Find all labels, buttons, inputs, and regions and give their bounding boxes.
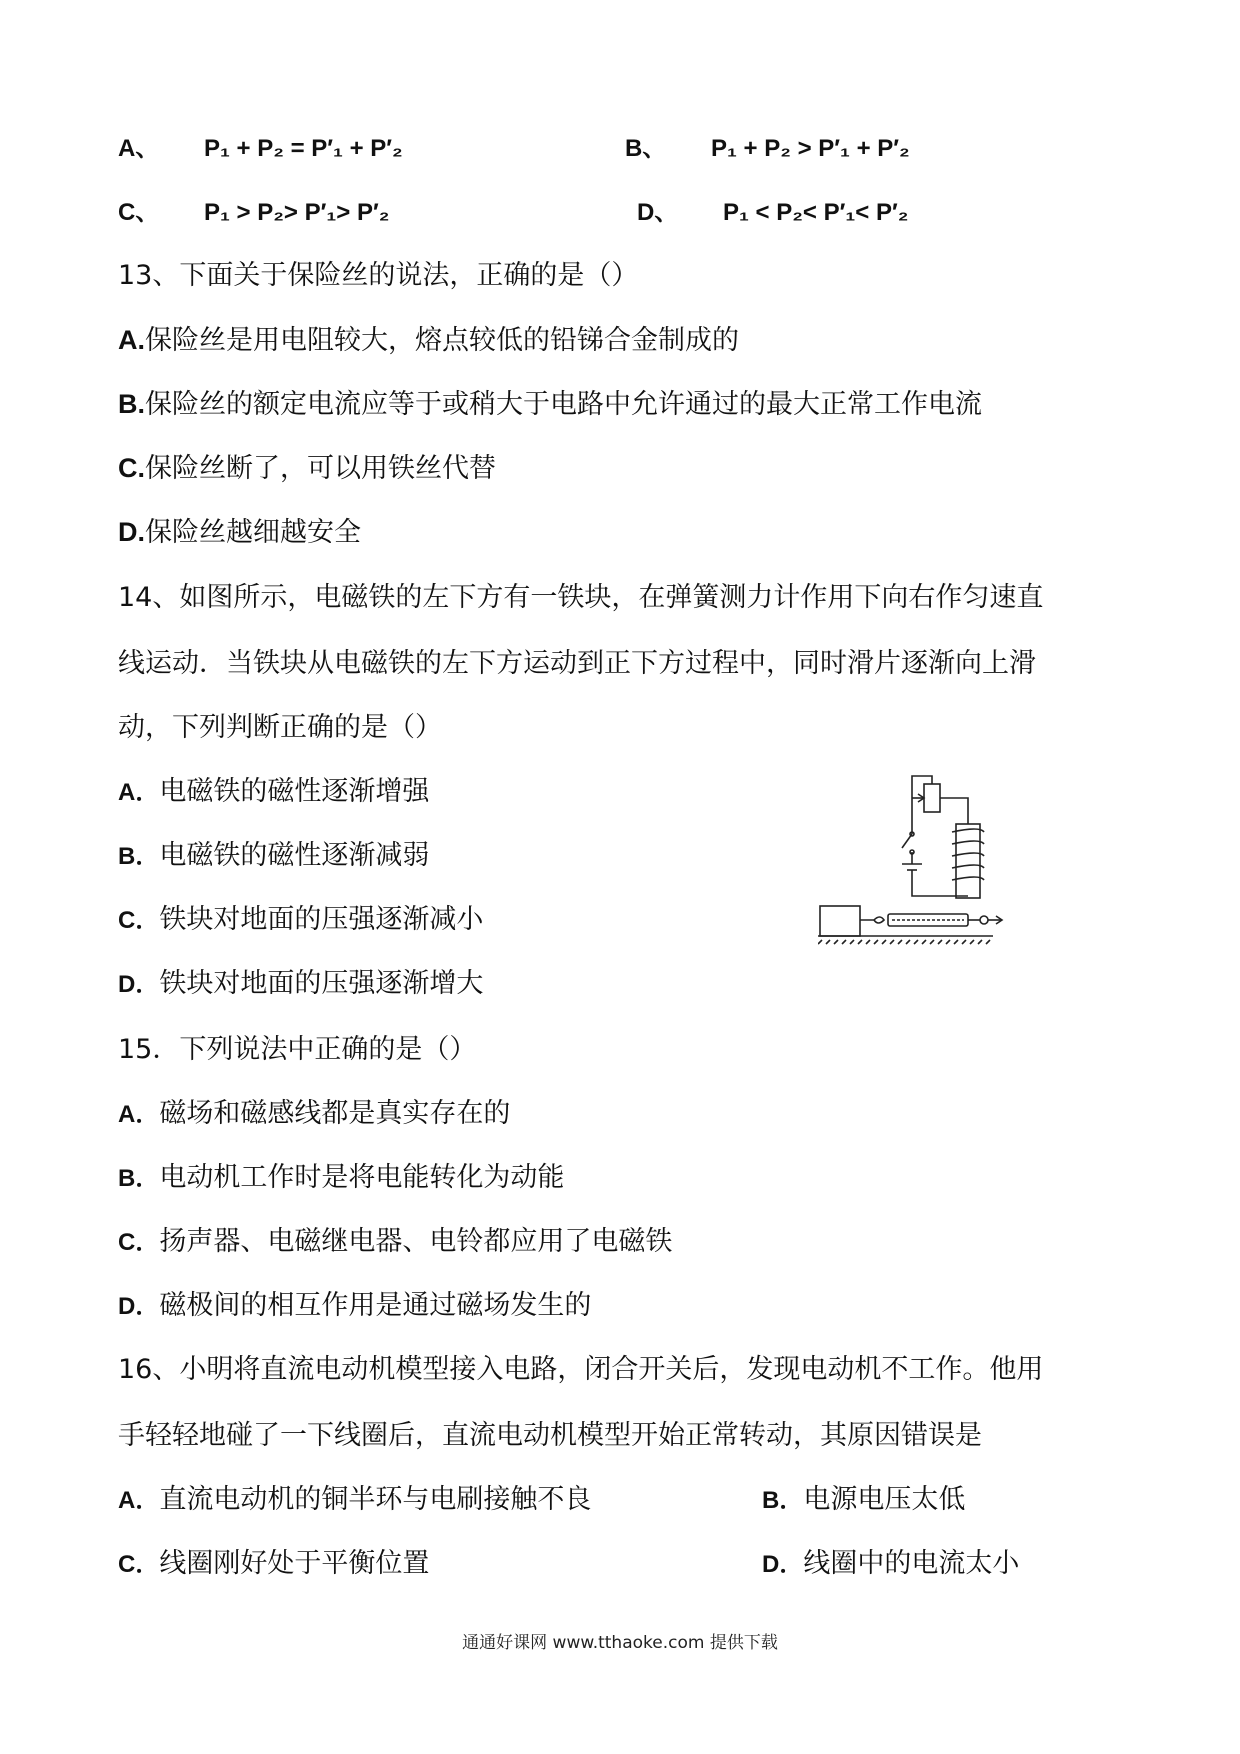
option-text: 保险丝断了，可以用铁丝代替 bbox=[145, 453, 496, 484]
q16-option-c bbox=[118, 1546, 429, 1583]
hook bbox=[860, 917, 884, 923]
q12-option-a bbox=[118, 130, 403, 167]
q13-stem: 13、下面关于保险丝的说法，正确的是（） bbox=[118, 260, 639, 291]
option-label: B． bbox=[118, 1165, 160, 1192]
formula-text: P₁ + P₂ = P′₁ + P′₂ bbox=[203, 135, 403, 162]
option-text: 铁块对地面的压强逐渐增大 bbox=[159, 968, 484, 999]
electromagnet-diagram bbox=[818, 768, 1048, 968]
option-label: C、 bbox=[118, 199, 160, 226]
q15-option-c bbox=[118, 1224, 672, 1261]
option-label: B. bbox=[118, 389, 145, 419]
option-label: D. bbox=[118, 517, 145, 547]
option-label: A、 bbox=[118, 135, 160, 162]
option-text: 线圈中的电流太小 bbox=[803, 1548, 1020, 1579]
rheostat bbox=[924, 784, 940, 812]
option-text: 线圈刚好处于平衡位置 bbox=[159, 1548, 430, 1579]
electromagnet-core bbox=[956, 824, 980, 898]
option-text: 电动机工作时是将电能转化为动能 bbox=[159, 1162, 565, 1193]
option-text: 磁场和磁感线都是真实存在的 bbox=[159, 1098, 511, 1129]
q13-option-b bbox=[118, 386, 982, 423]
q14-option-b bbox=[118, 838, 429, 875]
option-label: A． bbox=[118, 1487, 160, 1514]
q16-stem-line-1: 16、小明将直流电动机模型接入电路，闭合开关后，发现电动机不工作。他用 bbox=[118, 1354, 1044, 1385]
q14-stem-line-2: 线运动．当铁块从电磁铁的左下方运动到正下方过程中，同时滑片逐渐向上滑 bbox=[118, 648, 1036, 679]
option-label: C． bbox=[118, 1229, 160, 1256]
option-label: D． bbox=[118, 971, 160, 998]
option-label: C． bbox=[118, 1551, 160, 1578]
q16-option-a bbox=[118, 1482, 591, 1519]
option-label: C. bbox=[118, 453, 145, 483]
q14-option-c bbox=[118, 902, 483, 939]
q13-option-d bbox=[118, 514, 361, 551]
q16-stem-line-2: 手轻轻地碰了一下线圈后，直流电动机模型开始正常转动，其原因错误是 bbox=[118, 1420, 982, 1451]
option-text: 保险丝的额定电流应等于或稍大于电路中允许通过的最大正常工作电流 bbox=[145, 389, 982, 420]
option-label: D． bbox=[762, 1551, 804, 1578]
formula-text: P₁ < P₂< P′₁< P′₂ bbox=[722, 199, 909, 226]
option-text: 保险丝是用电阻较大，熔点较低的铅锑合金制成的 bbox=[145, 325, 739, 356]
q12-option-d bbox=[637, 194, 908, 231]
q15-option-d bbox=[118, 1288, 591, 1325]
option-label: D、 bbox=[637, 199, 679, 226]
q12-option-b bbox=[625, 130, 910, 167]
option-text: 电磁铁的磁性逐渐减弱 bbox=[159, 840, 430, 871]
option-text: 电磁铁的磁性逐渐增强 bbox=[159, 776, 430, 807]
option-label: B． bbox=[762, 1487, 804, 1514]
option-text: 磁极间的相互作用是通过磁场发生的 bbox=[159, 1290, 592, 1321]
option-label: B． bbox=[118, 843, 160, 870]
q12-option-c bbox=[118, 194, 389, 231]
formula-text: P₁ + P₂ > P′₁ + P′₂ bbox=[710, 135, 910, 162]
option-label: A． bbox=[118, 779, 160, 806]
q13-option-c bbox=[118, 450, 496, 487]
option-label: A. bbox=[118, 325, 145, 355]
option-text: 扬声器、电磁继电器、电铃都应用了电磁铁 bbox=[159, 1226, 673, 1257]
q15-stem: 15．下列说法中正确的是（） bbox=[118, 1034, 477, 1065]
option-text: 直流电动机的铜半环与电刷接触不良 bbox=[159, 1484, 592, 1515]
q15-option-b bbox=[118, 1160, 564, 1197]
option-label: D． bbox=[118, 1293, 160, 1320]
formula-text: P₁ > P₂> P′₁> P′₂ bbox=[203, 199, 390, 226]
q13-option-a bbox=[118, 322, 739, 359]
q14-stem-line-1: 14、如图所示，电磁铁的左下方有一铁块，在弹簧测力计作用下向右作匀速直 bbox=[118, 582, 1044, 613]
q15-option-a bbox=[118, 1096, 510, 1133]
q14-stem-line-3: 动，下列判断正确的是（） bbox=[118, 712, 442, 743]
option-label: C． bbox=[118, 907, 160, 934]
option-text: 铁块对地面的压强逐渐减小 bbox=[159, 904, 484, 935]
page-footer: 通通好课网 www.tthaoke.com 提供下载 bbox=[462, 1633, 778, 1653]
q16-option-d bbox=[762, 1546, 1019, 1583]
option-label: B、 bbox=[625, 135, 667, 162]
iron-block bbox=[820, 906, 860, 936]
q14-option-d bbox=[118, 966, 483, 1003]
q16-option-b bbox=[762, 1482, 965, 1519]
option-text: 保险丝越细越安全 bbox=[145, 517, 361, 548]
q14-option-a bbox=[118, 774, 429, 811]
option-label: A． bbox=[118, 1101, 160, 1128]
option-text: 电源电压太低 bbox=[803, 1484, 966, 1515]
